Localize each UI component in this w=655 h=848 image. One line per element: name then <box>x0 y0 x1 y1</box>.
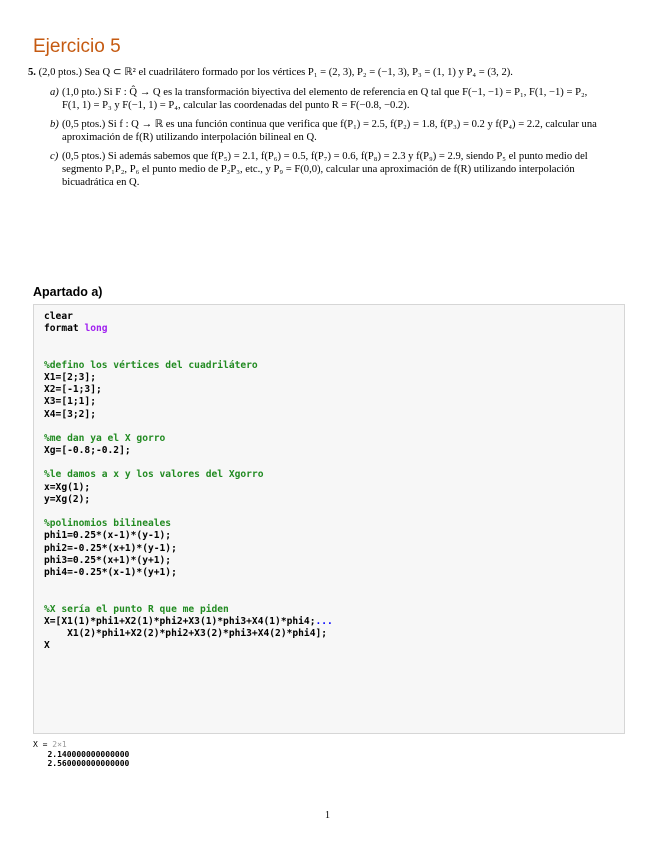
part-label: a) <box>50 87 59 98</box>
part-b <box>28 118 603 144</box>
output-size: 2×1 <box>52 740 67 749</box>
code-line: x=Xg(1); <box>44 481 91 493</box>
page-number: 1 <box>325 810 330 821</box>
problem-parts <box>28 86 603 189</box>
code-line: clear <box>44 311 73 322</box>
code-comment: %defino los vértices del cuadrilátero <box>44 359 258 371</box>
part-text: (0,5 ptos.) Si f : Q → ℝ es una función continua que verifica que f(P₁) = 2.5, f(P₂) = 1.8, f(P₃) = 0.2 y f(P₄) = 2.2, calcular una aproximación de f(R) utilizando interpolación bilineal en Q. <box>62 119 597 143</box>
code-comment: %X sería el punto R que me piden <box>44 603 229 615</box>
section-title: Apartado a) <box>33 285 103 299</box>
code-block[interactable] <box>33 304 625 734</box>
part-label: c) <box>50 151 59 162</box>
problem-intro <box>28 66 603 79</box>
problem-statement <box>28 66 603 195</box>
code-comment: %le damos a x y los valores del Xgorro <box>44 469 264 481</box>
code-line: X=[X1(1)*phi1+X2(1)*phi2+X3(1)*phi3+X4(1)*phi4;... <box>44 615 333 627</box>
code-line: X1=[2;3]; <box>44 371 96 383</box>
code-line: phi1=0.25*(x-1)*(y-1); <box>44 530 172 542</box>
part-c <box>28 150 603 189</box>
code-line: y=Xg(2); <box>44 493 91 505</box>
code-line: X3=[1;1]; <box>44 396 96 408</box>
output-value: 2.560000000000000 <box>47 759 130 769</box>
part-a <box>28 86 603 112</box>
code-line: X4=[3;2]; <box>44 408 96 420</box>
exercise-title: Ejercicio 5 <box>33 36 121 57</box>
code-line <box>44 591 624 603</box>
code-line <box>44 335 624 347</box>
output-header <box>33 740 129 750</box>
output-var: X = <box>33 740 53 749</box>
code-line <box>44 579 624 591</box>
part-text: (1,0 pto.) Si F : Q̂ → Q es la transformación biyectiva del elemento de referencia en Q tal que F(−1, −1) = P₁, F(1, −1) = P₂, F(1, 1) = P₃ y F(−1, 1) = P₄, calcular las coordenadas del punto R = F(−0.8, −0.2). <box>62 87 588 111</box>
code-line: phi2=-0.25*(x+1)*(y-1); <box>44 542 177 554</box>
code-line <box>44 457 624 469</box>
output-block <box>33 740 129 769</box>
code-line: phi3=0.25*(x+1)*(y+1); <box>44 554 172 566</box>
code-line: X1(2)*phi1+X2(2)*phi2+X3(2)*phi3+X4(2)*phi4]; <box>44 627 328 639</box>
code-comment: %polinomios bilineales <box>44 518 172 530</box>
code-line <box>44 506 624 518</box>
code-line: X2=[-1;3]; <box>44 384 102 396</box>
code-comment: %me dan ya el X gorro <box>44 432 166 444</box>
output-value: 2.140000000000000 <box>47 749 130 759</box>
code-line: Xg=[-0.8;-0.2]; <box>44 445 131 457</box>
code-line: format long <box>44 323 108 335</box>
problem-text: (2,0 ptos.) Sea Q ⊂ ℝ² el cuadrilátero formado por los vértices P₁ = (2, 3), P₂ = (−1, 3), P₃ = (1, 1) y P₄ = (3, 2). <box>38 67 513 78</box>
code-line <box>44 348 624 360</box>
code-line <box>44 421 624 433</box>
part-label: b) <box>50 119 59 130</box>
part-text: (0,5 ptos.) Si además sabemos que f(P₅) = 2.1, f(P₆) = 0.5, f(P₇) = 0.6, f(P₈) = 2.3 y f(P₉) = 2.9, siendo P₅ el punto medio del segmento P₁P₂, P₆ el punto medio de P₂P₃, etc., y P₉ = F(0,0), calcular una aproximación de f(R) utilizando interpolación bicuadrática en Q. <box>62 151 588 188</box>
code-line: X <box>44 640 50 652</box>
problem-number: 5. <box>28 67 36 78</box>
code-line: phi4=-0.25*(x-1)*(y+1); <box>44 566 177 578</box>
